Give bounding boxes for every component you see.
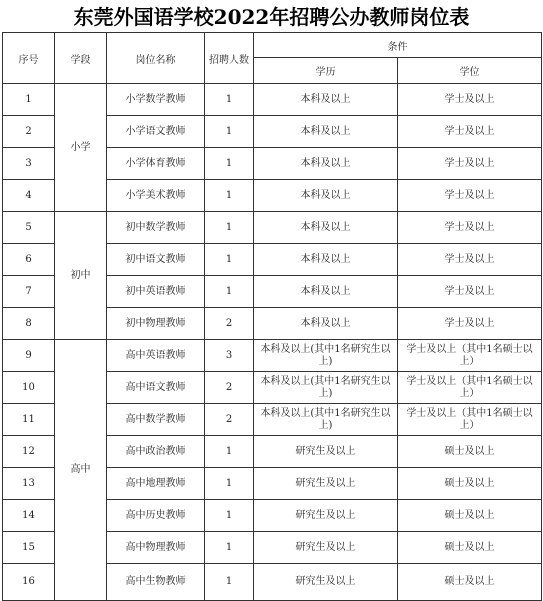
- row-education: 研究生及以上: [254, 532, 398, 564]
- row-count: 1: [205, 116, 254, 148]
- table-row: [3, 84, 542, 116]
- header-education: 学历: [254, 58, 398, 84]
- row-count: 1: [205, 212, 254, 244]
- header-position: 岗位名称: [107, 33, 205, 84]
- row-education: 本科及以上: [254, 84, 398, 116]
- row-no: 14: [3, 500, 55, 532]
- row-degree: 学士及以上: [398, 212, 542, 244]
- row-no: 11: [3, 404, 55, 436]
- row-no: 9: [3, 340, 55, 372]
- row-position: 高中物理教师: [107, 532, 205, 564]
- row-count: 1: [205, 180, 254, 212]
- row-degree: 学士及以上: [398, 180, 542, 212]
- row-no: 8: [3, 308, 55, 340]
- row-degree: 硕士及以上: [398, 532, 542, 564]
- header-row: [3, 33, 542, 58]
- row-degree: 学士及以上（其中1名硕士以上）: [398, 404, 542, 436]
- row-position: 小学体育教师: [107, 148, 205, 180]
- header-count: 招聘人数: [205, 33, 254, 84]
- row-position: 高中生物教师: [107, 564, 205, 601]
- row-education: 研究生及以上: [254, 500, 398, 532]
- row-count: 1: [205, 436, 254, 468]
- row-count: 3: [205, 340, 254, 372]
- row-no: 6: [3, 244, 55, 276]
- row-education: 本科及以上: [254, 244, 398, 276]
- stage-cell-junior: 初中: [55, 212, 107, 340]
- row-education: 本科及以上: [254, 180, 398, 212]
- row-position: 高中数学教师: [107, 404, 205, 436]
- row-count: 2: [205, 372, 254, 404]
- stage-cell-senior: 高中: [55, 340, 107, 601]
- row-education: 本科及以上(其中1名研究生以上): [254, 340, 398, 372]
- row-position: 高中历史教师: [107, 500, 205, 532]
- row-degree: 学士及以上: [398, 308, 542, 340]
- row-education: 本科及以上: [254, 148, 398, 180]
- row-no: 7: [3, 276, 55, 308]
- row-position: 高中地理教师: [107, 468, 205, 500]
- row-position: 初中语文教师: [107, 244, 205, 276]
- row-no: 4: [3, 180, 55, 212]
- row-count: 2: [205, 404, 254, 436]
- row-no: 16: [3, 564, 55, 601]
- row-position: 小学美术教师: [107, 180, 205, 212]
- row-degree: 学士及以上: [398, 276, 542, 308]
- header-degree: 学位: [398, 58, 542, 84]
- row-education: 本科及以上(其中1名研究生以上): [254, 372, 398, 404]
- row-degree: 学士及以上: [398, 244, 542, 276]
- page-title: 东莞外国语学校2022年招聘公办教师岗位表: [73, 5, 470, 29]
- row-degree: 硕士及以上: [398, 436, 542, 468]
- row-education: 本科及以上: [254, 276, 398, 308]
- row-position: 初中英语教师: [107, 276, 205, 308]
- row-position: 小学数学教师: [107, 84, 205, 116]
- row-education: 研究生及以上: [254, 564, 398, 601]
- row-count: 2: [205, 308, 254, 340]
- table-row: [3, 340, 542, 372]
- row-degree: 学士及以上: [398, 116, 542, 148]
- row-education: 本科及以上: [254, 212, 398, 244]
- row-count: 1: [205, 468, 254, 500]
- row-degree: 学士及以上（其中1名硕士以上）: [398, 340, 542, 372]
- table-row: [3, 212, 542, 244]
- row-no: 13: [3, 468, 55, 500]
- row-degree: 硕士及以上: [398, 468, 542, 500]
- header-no: 序号: [3, 33, 55, 84]
- row-no: 10: [3, 372, 55, 404]
- row-degree: 学士及以上: [398, 84, 542, 116]
- row-count: 1: [205, 84, 254, 116]
- positions-table: [2, 32, 542, 601]
- row-position: 高中英语教师: [107, 340, 205, 372]
- row-education: 本科及以上: [254, 308, 398, 340]
- row-degree: 硕士及以上: [398, 564, 542, 601]
- row-education: 研究生及以上: [254, 436, 398, 468]
- row-no: 2: [3, 116, 55, 148]
- row-no: 3: [3, 148, 55, 180]
- row-education: 研究生及以上: [254, 468, 398, 500]
- row-count: 1: [205, 148, 254, 180]
- row-position: 高中语文教师: [107, 372, 205, 404]
- row-degree: 硕士及以上: [398, 500, 542, 532]
- row-no: 12: [3, 436, 55, 468]
- row-count: 1: [205, 244, 254, 276]
- row-no: 1: [3, 84, 55, 116]
- row-education: 本科及以上: [254, 116, 398, 148]
- row-degree: 学士及以上（其中1名硕士以上）: [398, 372, 542, 404]
- stage-cell-primary: 小学: [55, 84, 107, 212]
- header-conditions: 条件: [254, 33, 542, 58]
- row-position: 初中数学教师: [107, 212, 205, 244]
- row-degree: 学士及以上: [398, 148, 542, 180]
- row-count: 1: [205, 564, 254, 601]
- row-count: 1: [205, 532, 254, 564]
- row-position: 高中政治教师: [107, 436, 205, 468]
- header-stage: 学段: [55, 33, 107, 84]
- row-no: 15: [3, 532, 55, 564]
- row-position: 初中物理教师: [107, 308, 205, 340]
- row-no: 5: [3, 212, 55, 244]
- row-position: 小学语文教师: [107, 116, 205, 148]
- row-count: 1: [205, 276, 254, 308]
- row-education: 本科及以上(其中1名研究生以上): [254, 404, 398, 436]
- row-count: 1: [205, 500, 254, 532]
